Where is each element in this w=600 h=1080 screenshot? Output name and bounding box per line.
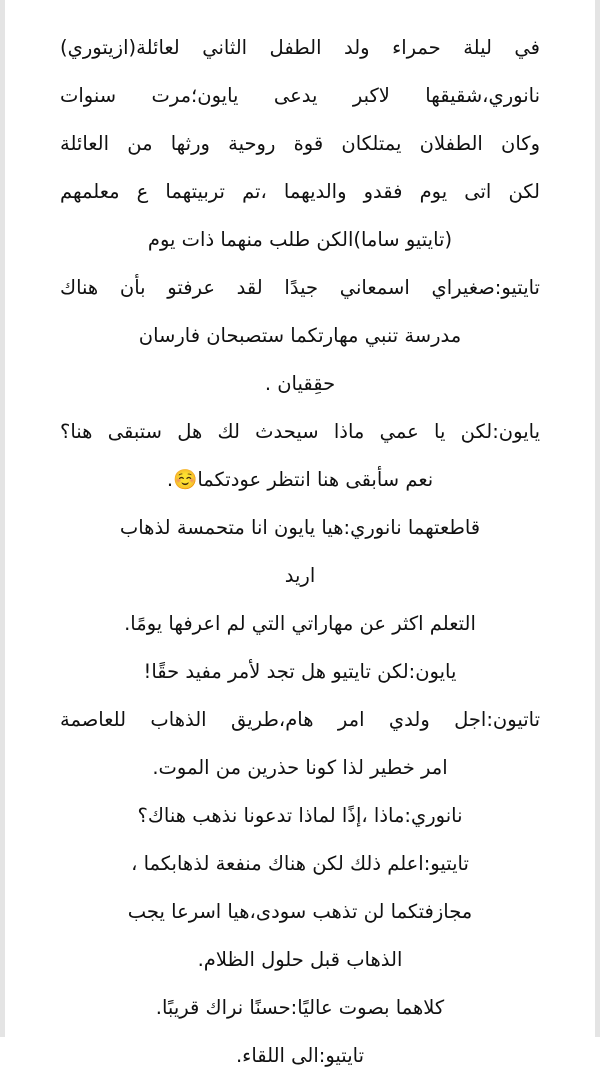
story-text	[60, 24, 540, 1080]
text-line: التعلم اكثر عن مهاراتي التي لم اعرفها يومًا.	[124, 612, 476, 635]
text-line: مجازفتكما لن تذهب سودى،هيا اسرعا يجب	[127, 900, 473, 923]
text-line: الذهاب قبل حلول الظلام.	[197, 948, 403, 971]
text-line: امر خطير لذا كونا حذرين من الموت.	[152, 756, 448, 779]
text-line: كلاهما بصوت عاليًا:حسنًا نراك قريبًا.	[155, 996, 445, 1019]
text-line: لكن اتى يوم فقدو والديهما ،تم تربيتهما ع معلمهم	[60, 180, 540, 203]
text-line: حقِقيان .	[264, 372, 336, 395]
text-line: اريد	[284, 564, 316, 587]
text-line: (تايتيو ساما)الكن طلب منهما ذات يوم	[147, 228, 453, 251]
text-line: في ليلة حمراء ولد الطفل الثاني لعائلة(ازيتوري)	[60, 36, 540, 59]
text-line: وكان الطفلان يمتلكان قوة روحية ورثها من العائلة	[60, 132, 540, 155]
text-line: تاتيون:اجل ولدي امر هام،طريق الذهاب للعاصمة	[60, 708, 540, 731]
left-page-edge	[0, 0, 5, 1037]
text-line: تايتيو:اعلم ذلك لكن هناك منفعة لذهابكما ،	[131, 852, 469, 875]
text-line: مدرسة تنبي مهارتكما ستصبحان فارسان	[138, 324, 462, 347]
right-page-edge	[595, 0, 600, 1037]
text-line: نانوري:ماذا ،إذًا لماذا تدعونا نذهب هناك؟	[137, 804, 463, 827]
text-line: يايون:لكن تايتيو هل تجد لأمر مفيد حقًا!	[143, 660, 457, 683]
text-line: قاطعتهما نانوري:هيا يايون انا متحمسة لذهاب	[119, 516, 481, 539]
text-line: تايتيو:صغيراي اسمعاني جيدًا لقد عرفتو بأن هناك	[60, 276, 540, 299]
text-line: يايون:لكن يا عمي ماذا سيحدث لك هل ستبقى هنا؟	[60, 420, 540, 443]
text-line: نعم سأبقى هنا انتظر عودتكما☺️.	[166, 468, 434, 491]
text-line: نانوري،شقيقها لاكبر يدعى يايون؛مرت سنوات	[60, 84, 540, 107]
text-line: تايتيو:الى اللقاء.	[235, 1044, 364, 1067]
